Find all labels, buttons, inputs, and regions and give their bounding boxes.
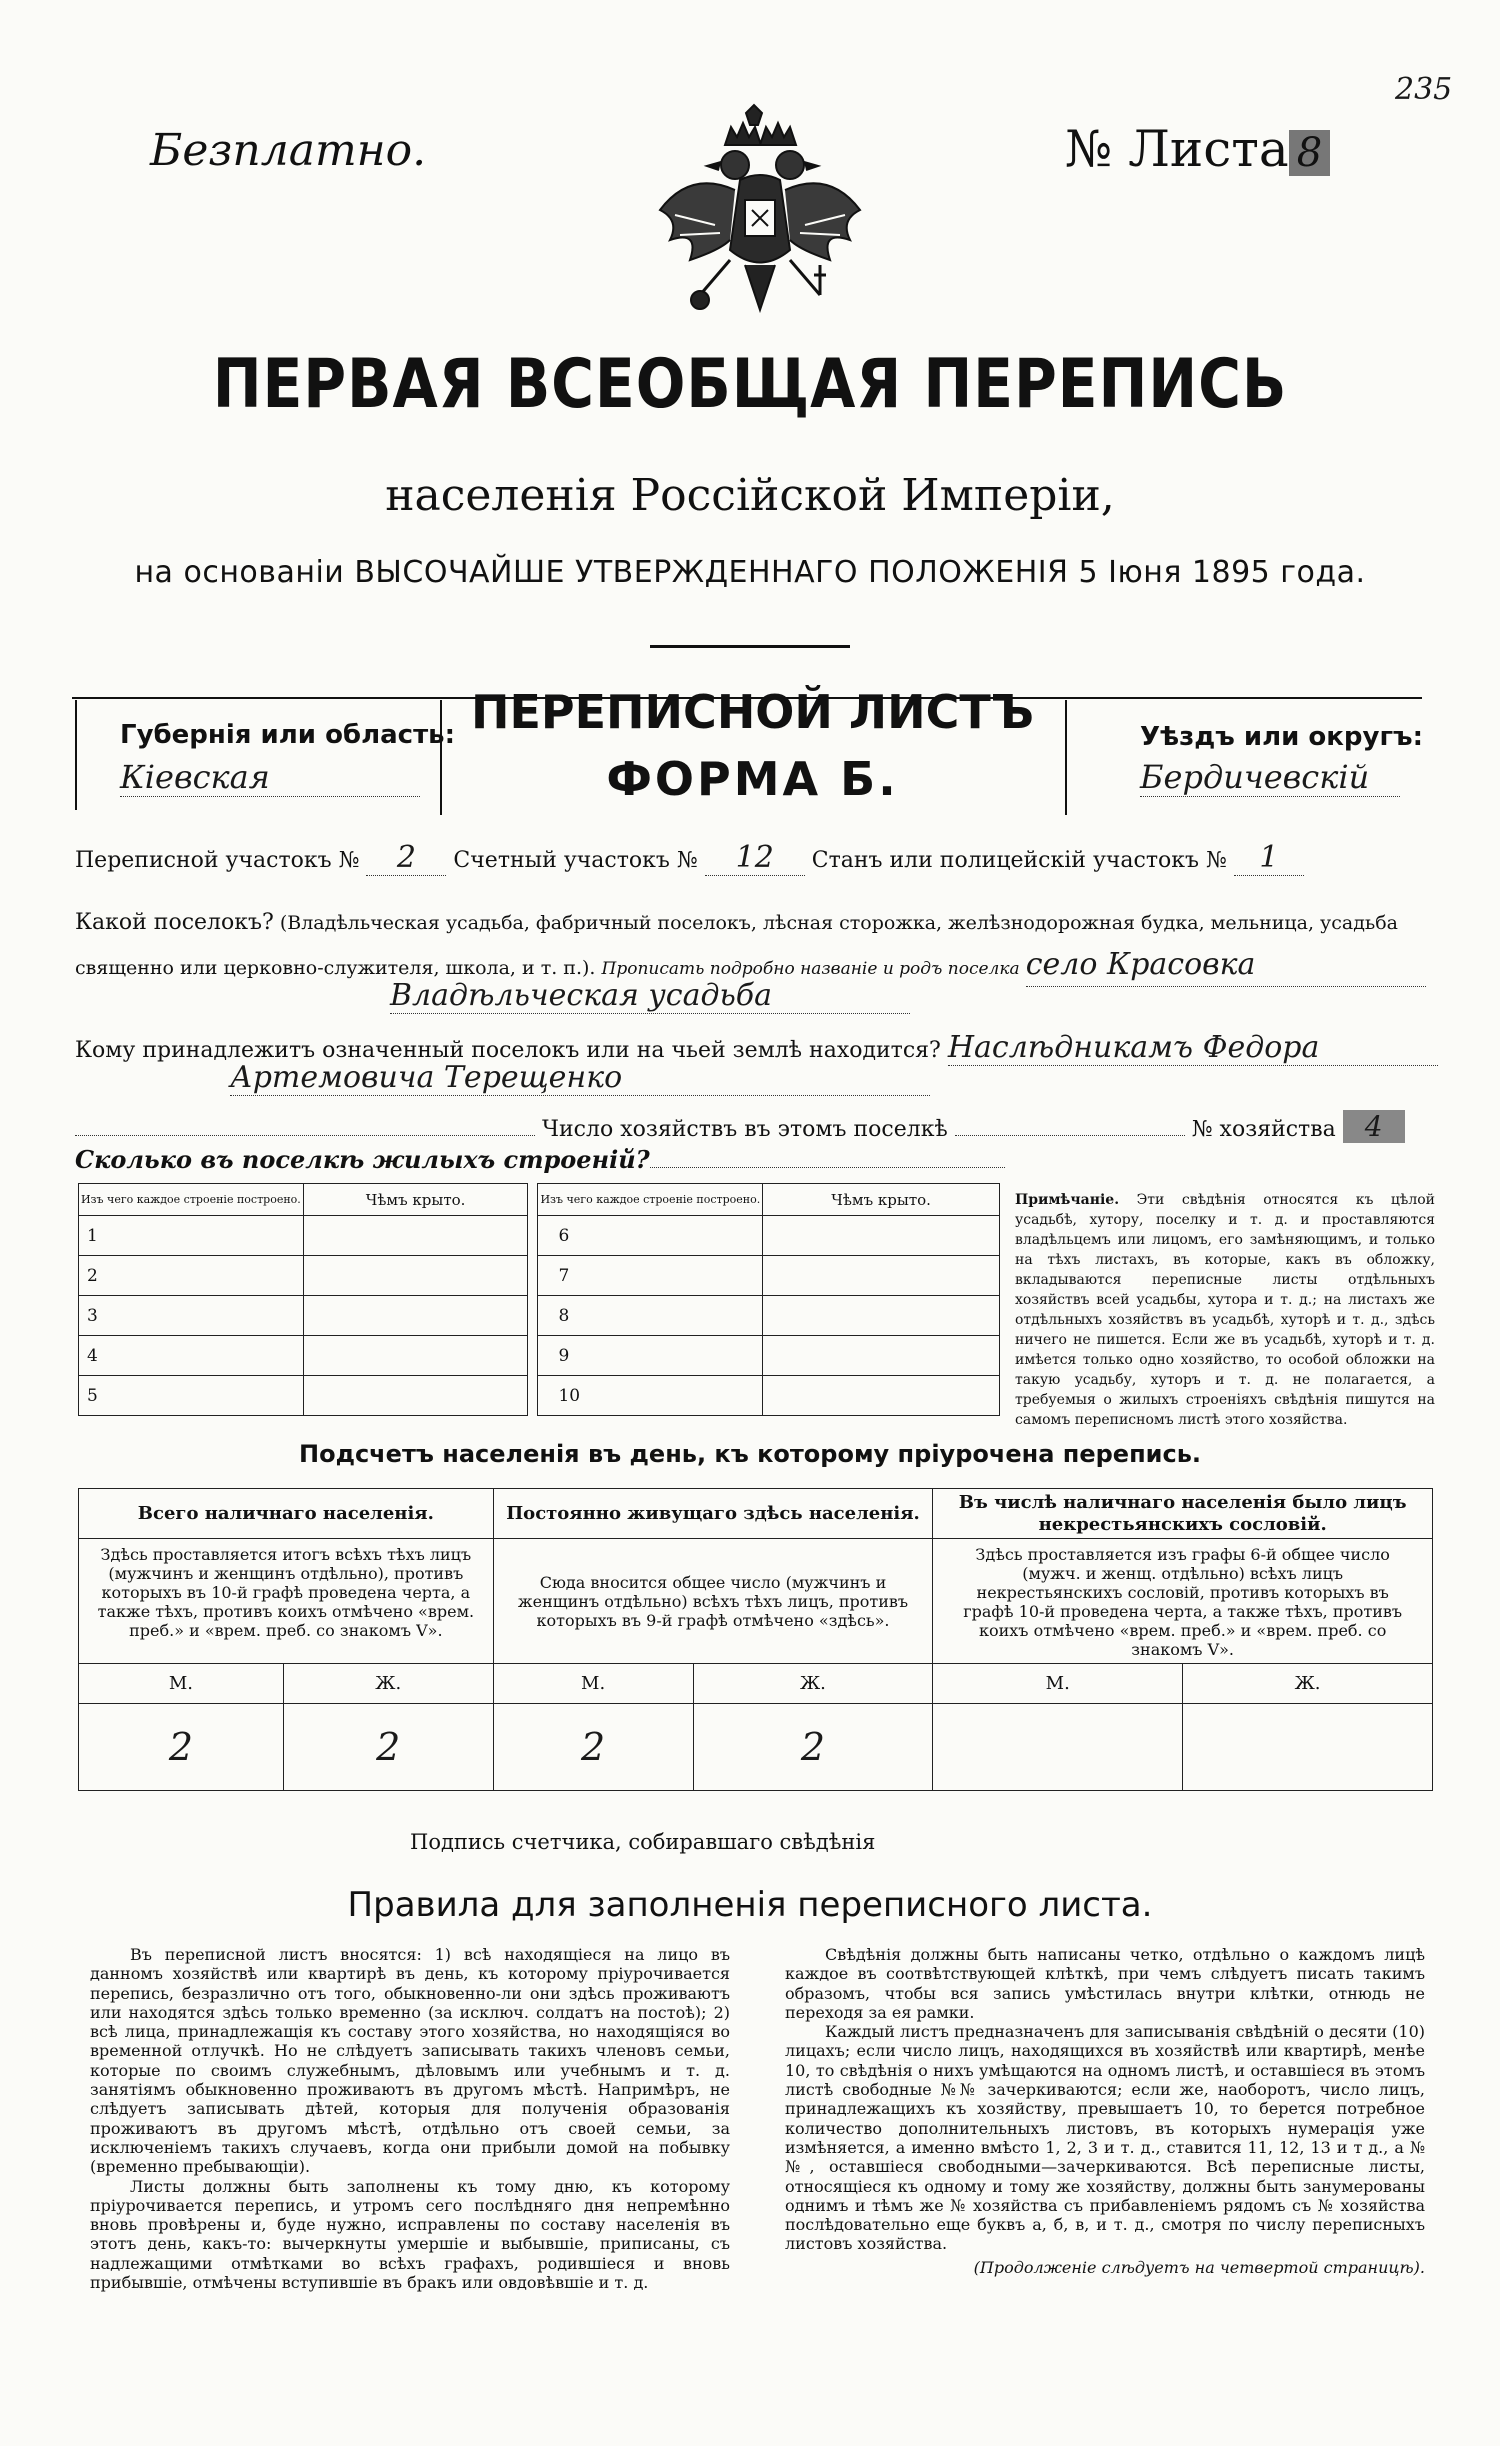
total-female-value: 2 [283,1704,493,1791]
col-roof-right: Чѣмъ крыто. [763,1184,1000,1216]
signature-label: Подпись счетчика, собиравшаго свѣдѣнія [410,1830,876,1854]
form-box-divider-right [1065,700,1067,815]
resident-female-value: 2 [693,1704,933,1791]
col1-header: Всего наличнаго населенія. [79,1489,494,1539]
col2-header: Постоянно живущаго здѣсь населенія. [493,1489,933,1539]
population-table: Всего наличнаго населенія. Постоянно живущаго здѣсь населенія. Въ числѣ наличнаго населенія было лицъ некрестьянскихъ сословій. Здѣсь проставляется итогъ всѣхъ тѣхъ лицъ (мужчинъ и женщинъ отдѣльно), противъ которыхъ въ 10-й графѣ проведена черта, а также тѣхъ, противъ коихъ отмѣчено «врем. преб.» и «врем. преб. со знакомъ V». Сюда вносится общее число (мужчинъ и женщинъ отдѣльно) всѣхъ тѣхъ лицъ, противъ которыхъ въ 9-й графѣ отмѣчено «здѣсь». Здѣсь проставляется изъ графы 6-й общее число (мужч. и женщ. отдѣльно) всѣхъ лицъ некрестьянскихъ сословій, противъ которыхъ въ графѣ 10-й проведена черта, а также тѣхъ, противъ коихъ отмѣчено «врем. преб.» и «врем. преб. со знакомъ V». М. Ж. М. Ж. М. Ж. 2 2 2 2 [78,1488,1433,1791]
sheet-number-value: 8 [1289,130,1330,176]
table-row: 5 10 [79,1376,1000,1416]
page-number: 235 [1395,72,1453,107]
nonpeasant-male-value [933,1704,1183,1791]
signature-line [410,1830,875,1854]
census-district-label: Переписной участокъ № [75,848,360,873]
form-label: ФОРМА Б. [606,752,899,806]
household-number-label: № хозяйства [1191,1117,1336,1142]
note-label: Примѣчаніе. [1015,1192,1120,1208]
rules-left-column [90,1945,730,2292]
buildings-question-line [75,1145,1005,1174]
page-subtitle: населенія Россійской Имперіи, [385,470,1115,521]
table-row: 1 6 [79,1216,1000,1256]
col3-desc: Здѣсь проставляется изъ графы 6-й общее число (мужч. и женщ. отдѣльно) всѣхъ лицъ некрестьянскихъ сословій, противъ которыхъ въ графѣ 10-й проведена черта, а также тѣхъ, противъ коихъ отмѣчено «врем. преб.» и «врем. преб. со знакомъ V». [933,1539,1433,1664]
note-block [1015,1190,1435,1430]
col-material-left: Изъ чего каждое строеніе построено. [79,1184,304,1216]
rules-continued: (Продолженіе слѣдуетъ на четвертой страницѣ). [973,2257,1425,2277]
owner-question: Кому принадлежитъ означенный поселокъ или на чьей землѣ находится? [75,1038,941,1063]
districts-line [75,840,1304,876]
household-number-value: 4 [1343,1110,1405,1143]
sheet-title: ПЕРЕПИСНОЙ ЛИСТЪ [471,685,1034,739]
col2-desc: Сюда вносится общее число (мужчинъ и женщинъ отдѣльно) всѣхъ тѣхъ лицъ, противъ которыхъ въ 9-й графѣ отмѣчено «здѣсь». [493,1539,933,1664]
settlement-question: Какой поселокъ? [75,910,274,935]
population-title: Подсчетъ населенія въ день, къ которому пріурочена перепись. [299,1440,1201,1468]
basis-line: на основаніи ВЫСОЧАЙШЕ УТВЕРЖДЕННАГО ПОЛОЖЕНІЯ 5 Іюня 1895 года. [134,555,1366,590]
owner-value-2: Артемовича Терещенко [230,1060,930,1096]
col3-header: Въ числѣ наличнаго населенія было лицъ некрестьянскихъ сословій. [933,1489,1433,1539]
form-box-left-border [75,700,77,810]
sheet-number [1065,120,1330,178]
buildings-table [78,1183,1000,1416]
settlement-instruction: Прописать подробно названіе и родъ поселка [601,959,1020,979]
buildings-question: Сколько въ поселкѣ жилыхъ строеній? [75,1145,650,1174]
counting-district-label: Счетный участокъ № [453,848,698,873]
rules-right-p1: Свѣдѣнія должны быть написаны четко, отдѣльно о каждомъ лицѣ каждое въ соотвѣтствующей клѣткѣ, при чемъ слѣдуетъ писать такимъ образомъ, чтобы вся запись умѣстилась внутри клѣтки, отнюдь не переходя за ея рамки. [785,1945,1425,2022]
table-row: 4 9 [79,1336,1000,1376]
gubernia-label: Губернія или область: [120,720,455,750]
imperial-eagle-icon [630,100,890,350]
resident-male-value: 2 [493,1704,693,1791]
rules-left-p2: Листы должны быть заполнены къ тому дню, къ которому пріурочивается перепись, и утромъ сего послѣдняго дня непремѣнно вновь провѣрены и, буде нужно, исправлены по составу населенія въ этотъ день, какъ-то: вычеркнуты умершіе и выбывшіе, приписаны, съ надлежащими отмѣтками во всѣхъ графахъ, родившіеся и вновь прибывшіе, отмѣчены вступившіе въ бракъ или овдовѣвшіе и т. д. [90,2176,730,2293]
sheet-number-label: № Листа [1065,120,1289,178]
uezd-value: Бердичевскій [1140,758,1400,797]
counting-district-value: 12 [705,840,805,876]
households-label: Число хозяйствъ въ этомъ поселкѣ [542,1117,948,1142]
rules-title: Правила для заполненія переписного листа. [347,1885,1153,1925]
divider [650,645,850,648]
free-label: Безплатно. [150,125,427,176]
uezd-label: Уѣздъ или округъ: [1140,722,1423,752]
nonpeasant-female-value [1183,1704,1433,1791]
table-row: 3 8 [79,1296,1000,1336]
note-text: Эти свѣдѣнія относятся къ цѣлой усадьбѣ, хутору, поселку и т. д. и проставляются владѣльцемъ или лицомъ, его замѣняющимъ, и только на тѣхъ листахъ, въ которые, какъ въ обложку, вкладываются переписные листы отдѣльныхъ хозяйствъ всей усадьбы, хутора и т. д.; на листахъ же отдѣльныхъ хозяйствъ въ усадьбѣ, хуторѣ и т. д., здѣсь ничего не пишется. Если же въ усадьбѣ, хуторѣ и т. д. имѣется только одно хозяйство, то особой обложки на такую усадьбу, хуторъ и т. д. не полагается, а требуемыя о жилыхъ строеніяхъ свѣдѣнія пишутся на самомъ переписномъ листѣ этого хозяйства. [1015,1192,1435,1428]
col-material-right: Изъ чего каждое строеніе построено. [538,1184,763,1216]
stan-value: 1 [1234,840,1304,876]
rules-right-column [785,1945,1425,2277]
rules-left-p1: Въ переписной листъ вносятся: 1) всѣ находящіеся на лицо въ данномъ хозяйствѣ или квартирѣ въ день, къ которому пріурочивается перепись, безразлично отъ того, обыкновенно-ли они здѣсь проживаютъ или находятся здѣсь только временно (за исключ. солдатъ на постоѣ); 2) всѣ лица, принадлежащія къ составу этого хозяйства, но находящіяся во временной отлучкѣ. Но не слѣдуетъ записывать такихъ членовъ семьи, которые по своимъ служебнымъ, дѣловымъ или учебнымъ и т. д. занятіямъ обыкновенно проживаютъ въ другомъ мѣстѣ. Напримѣръ, не слѣдуетъ записывать дѣтей, которыя для полученія образованія проживаютъ въ другомъ мѣстѣ, отдѣльно отъ своей семьи, за исключеніемъ такихъ случаевъ, когда они прибыли домой на побывку (временно пребывающіи). [90,1945,730,2177]
stan-label: Станъ или полицейскій участокъ № [811,848,1227,873]
col-roof-left: Чѣмъ крыто. [303,1184,528,1216]
page-title: ПЕРВАЯ ВСЕОБЩАЯ ПЕРЕПИСЬ [212,345,1288,424]
table-row: 2 7 [79,1256,1000,1296]
gubernia-value: Кіевская [120,758,420,797]
col1-desc: Здѣсь проставляется итогъ всѣхъ тѣхъ лицъ (мужчинъ и женщинъ отдѣльно), противъ которыхъ въ 10-й графѣ проведена черта, а также тѣхъ, противъ коихъ отмѣчено «врем. преб.» и «врем. преб. со знакомъ V». [79,1539,494,1664]
census-district-value: 2 [366,840,446,876]
settlement-value-2: Владѣльческая усадьба [390,978,910,1014]
rules-right-p2: Каждый листъ предназначенъ для записыванія свѣдѣній о десяти (10) лицахъ; если число лицъ, находящихся въ хозяйствѣ или квартирѣ, менѣе 10, то свѣдѣнія о нихъ умѣщаются на одномъ листѣ, и оставшіеся въ этомъ листѣ свободные №№ зачеркиваются; если же, наоборотъ, число лицъ, принадлежащихъ къ хозяйству, превышаетъ 10, то берется потребное количество дополнительныхъ листовъ, въ которыхъ нумерація уже измѣняется, а именно вмѣсто 1, 2, 3 и т. д., ставится 11, 12, 13 и т д., а №№, оставшіеся свободными—зачеркиваются. Всѣ переписные листы, относящіеся къ одному и тому же хозяйству, должны быть занумерованы однимъ и тѣмъ же № хозяйства съ прибавленіемъ рядомъ съ № хозяйства послѣдовательно еще буквъ а, б, в, и т. д., смотря по числу переписныхъ листовъ хозяйства. [785,2022,1425,2254]
settlement-question-block [75,902,1430,990]
settlement-hint: (Владѣльческая усадьба, фабричный поселокъ, лѣсная сторожка, желѣзнодорожная будка, мельница, усадьба священно или церковно-служителя, школа, и т. п.). [75,912,1399,979]
total-male-value: 2 [79,1704,284,1791]
households-line [75,1110,1425,1143]
settlement-value-1: село Красовка [1026,944,1426,987]
owner-value-1: Наслѣдникамъ Федора [948,1030,1438,1066]
